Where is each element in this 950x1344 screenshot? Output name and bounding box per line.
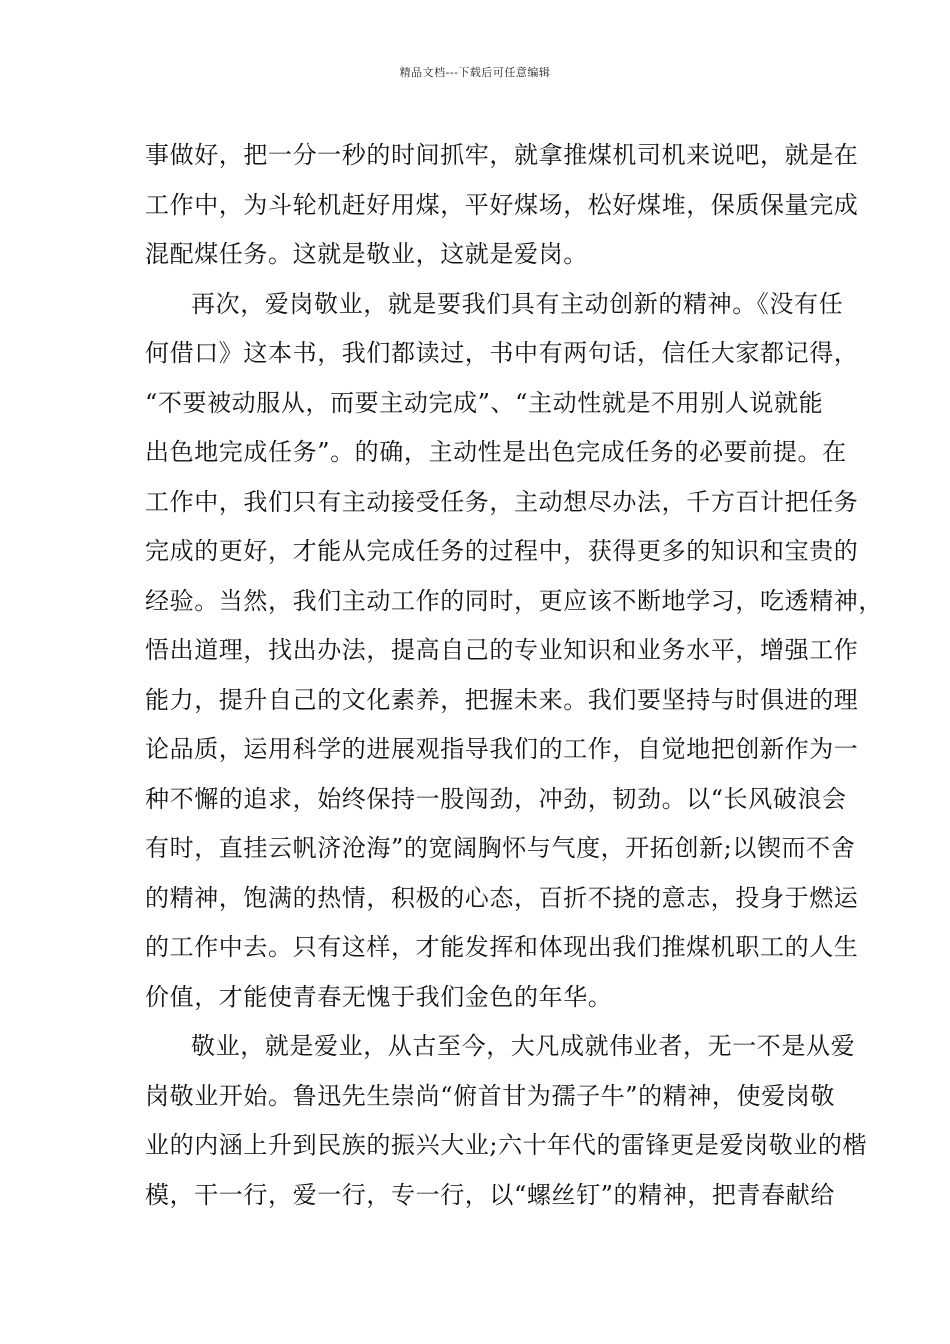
text-line: 事做好，把一分一秒的时间抓牢，就拿推煤机司机来说吧，就是在 [145, 141, 859, 169]
text-line: 出色地完成任务”。的确，主动性是出色完成任务的必要前提。在 [145, 438, 847, 466]
paragraph-first-line: 再次，爱岗敬业，就是要我们具有主动创新的精神。《没有任 [191, 289, 844, 318]
document-body [145, 131, 883, 1220]
text-line: 何借口》这本书，我们都读过，书中有两句话，信任大家都记得， [145, 339, 859, 367]
text-line: 业的内涵上升到民族的振兴大业;六十年代的雷锋更是爱岗敬业的楷 [145, 1131, 868, 1159]
text-line: 种不懈的追求，始终保持一股闯劲，冲劲，韧劲。以“长风破浪会 [145, 784, 847, 813]
text-line: 有时，直挂云帆济沧海”的宽阔胸怀与气度，开拓创新;以锲而不舍 [145, 834, 856, 862]
text-line: 模，干一行，爱一行，专一行，以“螺丝钉”的精神，把青春献给 [145, 1180, 835, 1209]
text-line: 经验。当然，我们主动工作的同时，更应该不断地学习，吃透精神， [145, 586, 883, 615]
text-line: 完成的更好，才能从完成任务的过程中，获得更多的知识和宝贵的 [145, 537, 859, 565]
text-line: 论品质，运用科学的进展观指导我们的工作，自觉地把创新作为一 [145, 735, 859, 763]
paragraph-first-line: 敬业，就是爱业，从古至今，大凡成就伟业者，无一不是从爱 [191, 1032, 856, 1060]
text-line: 的工作中去。只有这样，才能发挥和体现出我们推煤机职工的人生 [145, 933, 859, 961]
text-line: 工作中，我们只有主动接受任务，主动想尽办法，千方百计把任务 [145, 487, 859, 516]
page-header: 精品文档---下载后可任意编辑 [399, 66, 551, 79]
text-line: 悟出道理，找出办法，提高自己的专业知识和业务水平，增强工作 [145, 636, 859, 664]
text-line: 价值，才能使青春无愧于我们金色的年华。 [145, 982, 613, 1011]
text-line: 的精神，饱满的热情，积极的心态，百折不挠的意志，投身于燃运 [145, 883, 859, 912]
text-line: 工作中，为斗轮机赶好用煤，平好煤场，松好煤堆，保质保量完成 [145, 190, 859, 219]
text-line: 混配煤任务。这就是敬业，这就是爱岗。 [145, 240, 588, 268]
text-line: “不要被动服从，而要主动完成”、“主动性就是不用别人说就能 [145, 388, 824, 417]
text-line: 岗敬业开始。鲁迅先生崇尚“俯首甘为孺子牛”的精神，使爱岗敬 [145, 1081, 835, 1110]
text-line: 能力，提升自己的文化素养，把握未来。我们要坚持与时俱进的理 [145, 685, 859, 714]
